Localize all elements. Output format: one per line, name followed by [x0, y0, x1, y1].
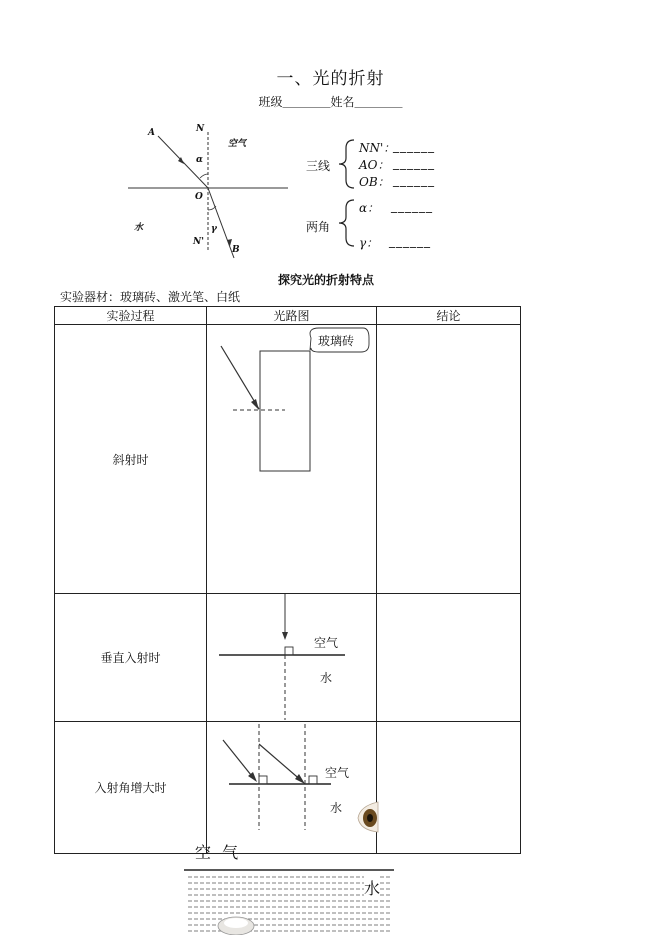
angle-alpha: α：: [359, 201, 380, 215]
water-tank-diagram: [184, 866, 394, 935]
increasing-angle-diagram: [207, 722, 375, 852]
line-ao: AO：: [359, 158, 390, 172]
row3-water-label: 水: [330, 801, 343, 815]
line-ob: OB：: [359, 175, 390, 189]
blank-nn: ______: [393, 139, 435, 153]
conclusion-cell-increasing[interactable]: [377, 722, 521, 854]
section-heading: 探究光的折射特点: [278, 273, 375, 287]
header-process: 实验过程: [55, 307, 207, 325]
blank-gamma: ______: [389, 234, 431, 248]
blank-ob: ______: [393, 173, 435, 187]
perpendicular-diagram: [207, 592, 375, 720]
blank-ao: ______: [393, 156, 435, 170]
label-a: A: [148, 128, 155, 138]
label-gamma-small: γ: [211, 224, 217, 234]
bottom-air-label: 空 气: [195, 843, 242, 862]
three-lines-label: 三线: [306, 159, 331, 173]
glass-block-diagram: [207, 324, 375, 590]
label-n-prime: N': [193, 237, 204, 247]
class-name-line: 班级＿＿＿＿姓名＿＿＿＿: [258, 95, 403, 109]
eye-icon: [356, 800, 380, 834]
page-title: 一、光的折射: [276, 69, 385, 89]
conclusion-cell-perpendicular[interactable]: [377, 594, 521, 722]
process-oblique: 斜射时: [55, 325, 207, 594]
conclusion-cell-oblique[interactable]: [377, 325, 521, 594]
blank-alpha: ______: [391, 199, 433, 213]
row3-air-label: 空气: [325, 766, 350, 780]
table-header-row: [55, 307, 521, 325]
label-alpha-small: α: [196, 155, 203, 165]
row2-air-label: 空气: [314, 636, 339, 650]
angle-gamma: γ：: [359, 236, 379, 250]
label-b: B: [232, 245, 240, 255]
materials-line: 实验器材：玻璃砖、激光笔、白纸: [60, 290, 241, 304]
label-n: N: [196, 124, 205, 134]
callout-glass: 玻璃砖: [318, 334, 355, 348]
label-air-small: 空气: [228, 139, 247, 149]
brace-three-lines: [336, 138, 358, 190]
process-perpendicular: 垂直入射时: [55, 594, 207, 722]
two-angles-label: 两角: [306, 220, 331, 234]
header-conclusion: 结论: [377, 307, 521, 325]
header-diagram: 光路图: [207, 307, 377, 325]
label-o: O: [195, 192, 203, 202]
brace-two-angles: [336, 198, 358, 248]
process-increasing-angle: 入射角增大时: [55, 722, 207, 854]
bottom-water-label: 水: [364, 876, 380, 899]
line-nn: NN'：: [359, 141, 396, 155]
row2-water-label: 水: [320, 671, 333, 685]
label-water-small: 水: [134, 223, 144, 233]
refraction-diagram: [120, 118, 300, 268]
